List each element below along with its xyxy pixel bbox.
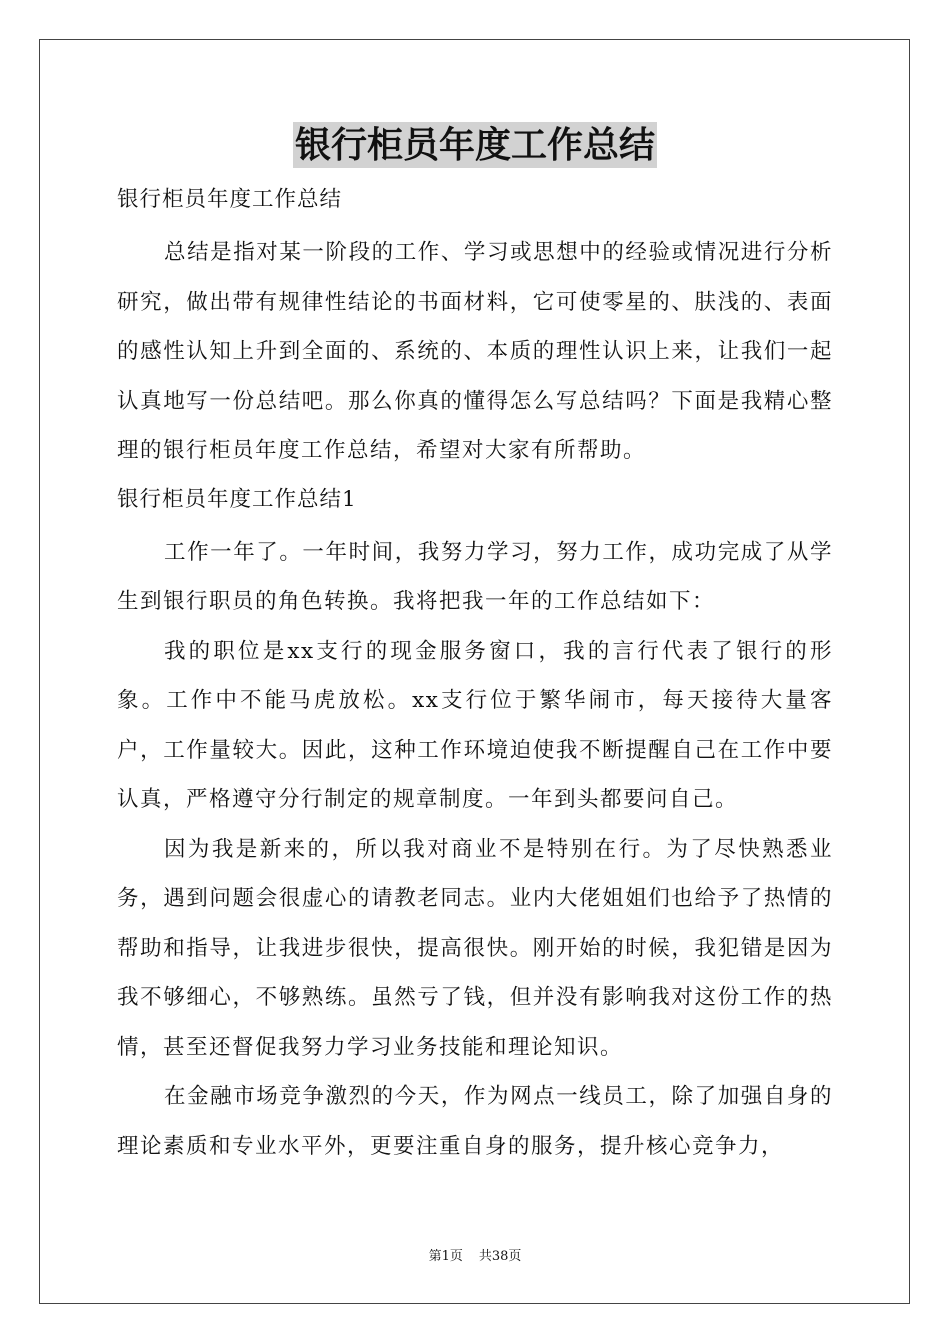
page-footer [0, 1245, 950, 1264]
page-total: 共38页 [478, 1249, 522, 1264]
body-paragraph: 我的职位是xx支行的现金服务窗口，我的言行代表了银行的形象。工作中不能马虎放松。xx支行位于繁华闹市，每天接待大量客户，工作量较大。因此，这种工作环境迫使我不断提醒自己在工作中要认真，严格遵守分行制定的规章制度。一年到头都要问自己。 [117, 638, 833, 812]
page-number: 第1页 [428, 1249, 463, 1264]
document-title: 银行柜员年度工作总结 [294, 124, 655, 166]
title-container [0, 122, 950, 168]
body-paragraph: 因为我是新来的，所以我对商业不是特别在行。为了尽快熟悉业务，遇到问题会很虚心的请教老同志。业内大佬姐姐们也给予了热情的帮助和指导，让我进步很快，提高很快。刚开始的时候，我犯错是因为我不够细心，不够熟练。虽然亏了钱，但并没有影响我对这份工作的热情，甚至还督促我努力学习业务技能和理论知识。 [117, 836, 833, 1060]
intro-paragraph: 总结是指对某一阶段的工作、学习或思想中的经验或情况进行分析研究，做出带有规律性结论的书面材料，它可使零星的、肤浅的、表面的感性认知上升到全面的、系统的、本质的理性认识上来，让我们一起认真地写一份总结吧。那么你真的懂得怎么写总结吗？下面是我精心整理的银行柜员年度工作总结，希望对大家有所帮助。 [117, 240, 833, 463]
body-paragraph: 工作一年了。一年时间，我努力学习，努力工作，成功完成了从学生到银行职员的角色转换。我将把我一年的工作总结如下： [117, 539, 833, 614]
body-paragraph: 在金融市场竞争激烈的今天，作为网点一线员工，除了加强自身的理论素质和专业水平外，更要注重自身的服务，提升核心竞争力， [117, 1084, 833, 1159]
document-body [117, 178, 833, 1171]
section-heading: 银行柜员年度工作总结1 [117, 486, 357, 512]
document-heading: 银行柜员年度工作总结 [117, 187, 343, 212]
